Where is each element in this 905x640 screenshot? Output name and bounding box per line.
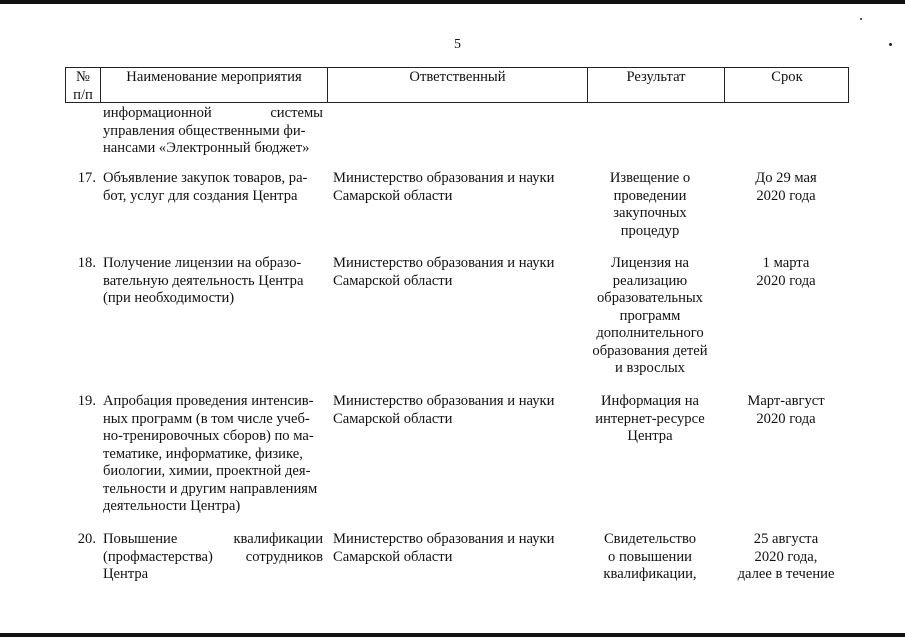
row-result-line: Извещение о [609, 170, 691, 186]
continuation-text [103, 105, 323, 158]
row-number: 18. [77, 255, 96, 271]
header-num-line: № [76, 69, 90, 85]
row-deadline [725, 531, 847, 584]
row-name-line: Апробация проведения интенсив- [103, 393, 314, 409]
row-result-line: и взрослых [615, 360, 685, 376]
row-responsible [333, 170, 578, 205]
row-responsible [333, 393, 578, 428]
row-result-line: Центра [627, 428, 673, 444]
bottom-border [0, 633, 905, 637]
scan-speck [889, 43, 892, 46]
row-deadline-line: 2020 года [756, 410, 816, 427]
scan-speck [860, 18, 862, 20]
row-deadline-line: 2020 года [756, 272, 816, 289]
row-responsible [333, 531, 578, 566]
row-deadline-line: 25 августа [753, 531, 819, 547]
row-deadline-line: далее в течение [737, 566, 835, 582]
row-name-line [103, 549, 323, 567]
header-responsible: Ответственный [409, 69, 506, 85]
row-name-word: сотрудников [245, 548, 323, 565]
row-responsible-line: Министерство образования и науки [333, 393, 555, 409]
continuation-word: системы [270, 105, 323, 121]
row-result-line: Лицензия на [610, 255, 690, 271]
row-result-line: Информация на [600, 393, 700, 409]
continuation-word: информационной [103, 105, 212, 121]
row-name-word: (профмастерства) [103, 548, 213, 565]
row-deadline [725, 255, 847, 290]
row-deadline-line: Март-август [747, 393, 825, 409]
row-name-line [103, 531, 323, 549]
row-responsible [333, 255, 578, 290]
row-name-line: Получение лицензии на образо- [103, 255, 302, 271]
row-result-line: образования детей [592, 342, 708, 359]
row-result [584, 531, 716, 584]
row-number: 19. [77, 393, 96, 409]
row-result-line: проведении [613, 187, 687, 204]
row-name-line: деятельности Центра) [103, 498, 241, 514]
row-name [103, 255, 323, 308]
row-name [103, 531, 323, 584]
row-name-line: Центра [103, 566, 149, 582]
header-name: Наименование мероприятия [126, 69, 302, 85]
row-result-line: образовательных [597, 290, 703, 306]
row-responsible-line: Самарской области [333, 548, 453, 565]
row-responsible-line: Самарской области [333, 187, 453, 204]
row-name-line: ных программ (в том числе учеб- [103, 410, 310, 427]
row-result-line: закупочных [613, 205, 687, 221]
row-result-line: процедур [620, 222, 680, 239]
top-border [0, 0, 905, 4]
row-name-line: тематике, информатике, физике, [103, 445, 303, 462]
continuation-line [103, 105, 323, 123]
row-deadline-line: До 29 мая [755, 170, 817, 186]
row-responsible-line: Министерство образования и науки [333, 255, 555, 271]
row-name [103, 393, 323, 516]
row-deadline-line: 1 марта [762, 255, 810, 271]
row-deadline-line: 2020 года, [754, 548, 818, 565]
row-deadline [725, 170, 847, 205]
row-name-line: Объявление закупок товаров, ра- [103, 170, 308, 186]
row-name [103, 170, 323, 205]
row-name-line: биологии, химии, проектной дея- [103, 463, 311, 479]
header-num-line: п/п [73, 86, 93, 103]
row-name-line: вательную деятельность Центра [103, 272, 304, 289]
row-name-word: Повышение [103, 531, 178, 547]
table-header [65, 67, 849, 103]
row-result-line: реализацию [612, 272, 688, 289]
continuation-line: управления общественными фи- [103, 122, 306, 139]
row-responsible-line: Министерство образования и науки [333, 170, 555, 186]
row-number: 17. [77, 170, 96, 186]
row-responsible-line: Самарской области [333, 410, 453, 427]
row-number: 20. [77, 531, 96, 547]
row-result [584, 170, 716, 240]
page-number: 5 [454, 37, 461, 52]
header-result: Результат [626, 69, 686, 85]
row-result [584, 393, 716, 446]
row-name-line: (при необходимости) [103, 290, 235, 306]
row-name-word: квалификации [233, 531, 323, 547]
header-deadline: Срок [771, 69, 803, 85]
row-name-line: тельности и другим направлениям [103, 480, 318, 497]
row-name-line: но-тренировочных сборов) по ма- [103, 428, 314, 444]
row-result-line: интернет-ресурсе [595, 410, 705, 427]
row-name-line: бот, услуг для создания Центра [103, 187, 298, 204]
row-result-line: дополнительного [596, 325, 704, 341]
row-result-line: Свидетельство [603, 531, 697, 547]
row-responsible-line: Самарской области [333, 272, 453, 289]
row-result-line: о повышении [608, 548, 692, 565]
row-responsible-line: Министерство образования и науки [333, 531, 555, 547]
row-result-line: программ [619, 307, 681, 324]
continuation-line: нансами «Электронный бюджет» [103, 140, 310, 156]
row-result-line: квалификации, [603, 566, 697, 582]
row-result [584, 255, 716, 378]
row-deadline [725, 393, 847, 428]
header-num [66, 69, 100, 104]
row-deadline-line: 2020 года [756, 187, 816, 204]
